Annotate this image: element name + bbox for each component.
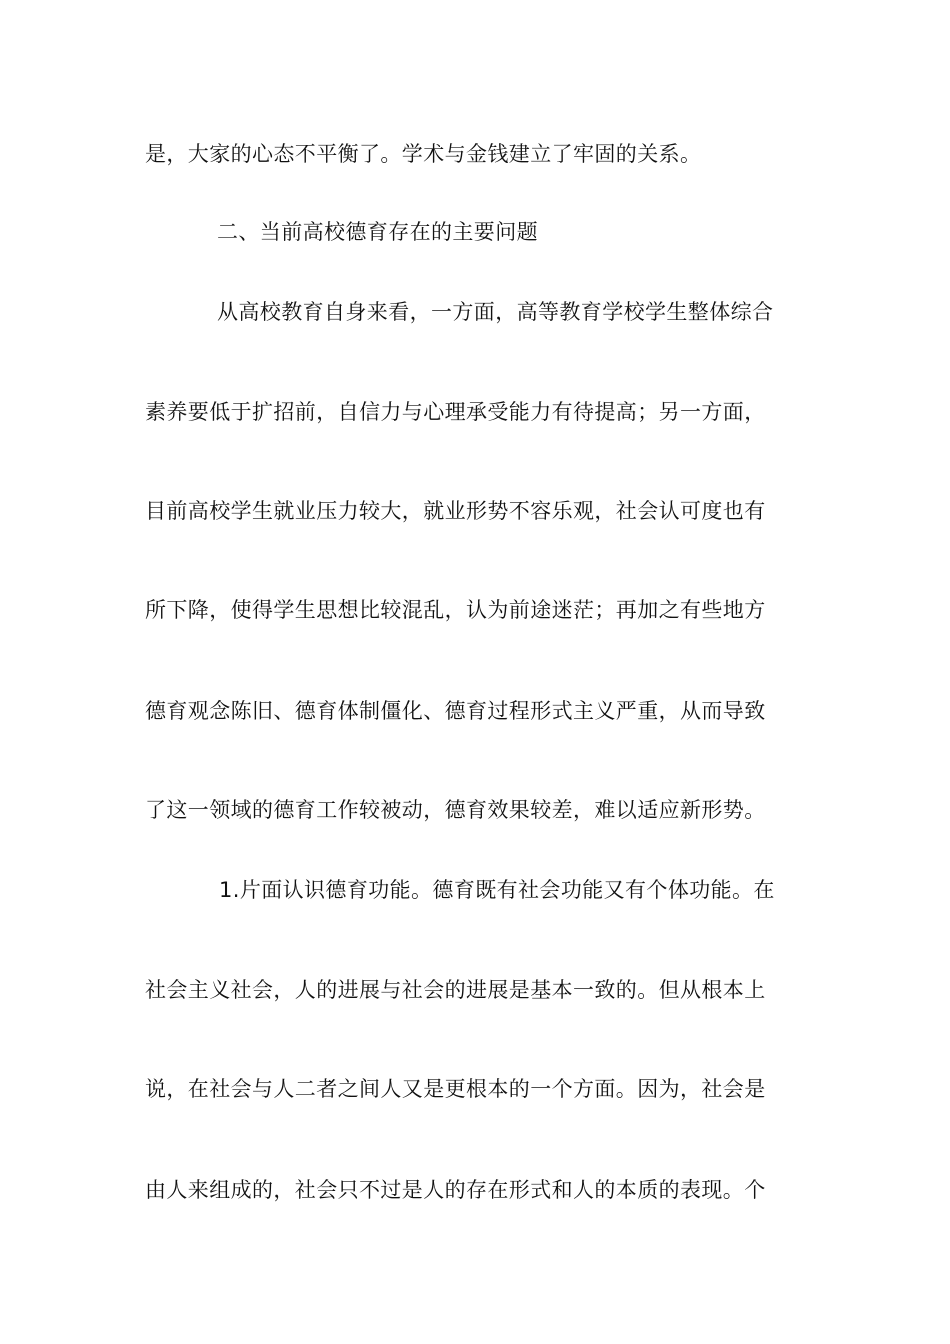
paragraph-line: 由人来组成的，社会只不过是人的存在形式和人的本质的表现。个 [145, 1178, 766, 1202]
paragraph-line: 说，在社会与人二者之间人又是更根本的一个方面。因为，社会是 [145, 1077, 766, 1101]
paragraph-line: 所下降，使得学生思想比较混乱，认为前途迷茫；再加之有些地方 [145, 598, 766, 622]
paragraph-line: 了这一领域的德育工作较被动，德育效果较差，难以适应新形势。 [145, 798, 766, 822]
paragraph-line: 社会主义社会，人的进展与社会的进展是基本一致的。但从根本上 [145, 978, 766, 1002]
numbered-item-line: 1.片面认识德育功能。德育既有社会功能又有个体功能。在 [219, 878, 775, 902]
paragraph-line: 素养要低于扩招前，自信力与心理承受能力有待提高；另一方面， [145, 400, 766, 424]
paragraph-line: 从高校教育自身来看，一方面，高等教育学校学生整体综合 [217, 300, 774, 324]
paragraph-continuation-line: 是，大家的心态不平衡了。学术与金钱建立了牢固的关系。 [145, 142, 702, 166]
paragraph-line: 目前高校学生就业压力较大，就业形势不容乐观，社会认可度也有 [145, 499, 766, 523]
section-heading: 二、当前高校德育存在的主要问题 [217, 220, 538, 244]
paragraph-line: 德育观念陈旧、德育体制僵化、德育过程形式主义严重，从而导致 [145, 699, 766, 723]
